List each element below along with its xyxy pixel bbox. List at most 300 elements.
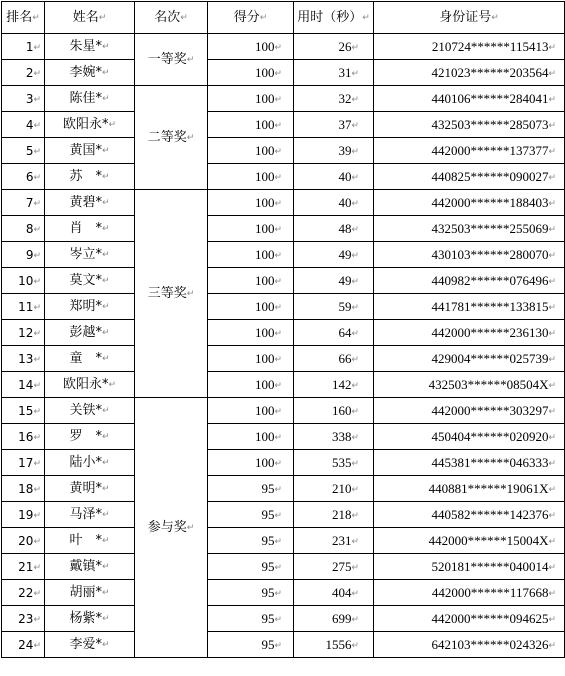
paragraph-mark-icon: ↵: [274, 68, 282, 78]
paragraph-mark-icon: ↵: [351, 458, 359, 468]
table-row: [2, 268, 565, 294]
score-cell-text: 100: [254, 403, 275, 418]
time-cell-text: 66: [338, 351, 352, 366]
paragraph-mark-icon: ↵: [351, 94, 359, 104]
name-cell-text: 杨紫*: [69, 611, 102, 626]
paragraph-mark-icon: ↵: [274, 302, 282, 312]
id-cell: [374, 346, 565, 372]
rank-cell: [2, 138, 45, 164]
score-cell-text: 95: [261, 533, 275, 548]
rank-cell-text: 22: [18, 585, 34, 600]
paragraph-mark-icon: ↵: [548, 406, 556, 416]
score-cell: [208, 398, 294, 424]
paragraph-mark-icon: ↵: [186, 289, 195, 299]
paragraph-mark-icon: ↵: [548, 614, 556, 624]
rank-cell: [2, 398, 45, 424]
name-cell: [45, 320, 135, 346]
score-cell-text: 100: [254, 247, 275, 262]
table-body: [2, 34, 565, 658]
score-cell: [208, 502, 294, 528]
name-cell: [45, 60, 135, 86]
name-cell: [45, 476, 135, 502]
name-cell: [45, 450, 135, 476]
rank-cell-text: 4: [25, 117, 34, 132]
name-cell-text: 欧阳永*: [62, 377, 109, 392]
rank-cell-text: 24: [18, 637, 34, 652]
rank-cell: [2, 112, 45, 138]
paragraph-mark-icon: ↵: [33, 562, 41, 573]
paragraph-mark-icon: ↵: [101, 198, 110, 208]
award-cell: [135, 34, 208, 86]
paragraph-mark-icon: ↵: [33, 432, 41, 443]
time-cell: [294, 502, 374, 528]
name-cell: [45, 632, 135, 658]
paragraph-mark-icon: ↵: [186, 55, 195, 65]
paragraph-mark-icon: ↵: [274, 562, 282, 572]
id-cell-text: 432503******08504X: [428, 377, 549, 392]
time-cell: [294, 606, 374, 632]
time-cell: [294, 450, 374, 476]
paragraph-mark-icon: ↵: [274, 42, 282, 52]
id-cell: [374, 372, 565, 398]
table-row: [2, 34, 565, 60]
paragraph-mark-icon: ↵: [101, 432, 110, 442]
paragraph-mark-icon: ↵: [274, 640, 282, 650]
paragraph-mark-icon: ↵: [351, 172, 359, 182]
paragraph-mark-icon: ↵: [548, 432, 556, 442]
rank-cell-text: 21: [18, 559, 34, 574]
id-cell: [374, 606, 565, 632]
score-cell-text: 100: [254, 117, 275, 132]
paragraph-mark-icon: ↵: [548, 354, 556, 364]
paragraph-mark-icon: ↵: [101, 588, 110, 598]
time-cell: [294, 580, 374, 606]
score-cell: [208, 450, 294, 476]
table-row: [2, 60, 565, 86]
rank-cell-text: 15: [18, 403, 34, 418]
paragraph-mark-icon: ↵: [351, 120, 359, 130]
score-cell: [208, 528, 294, 554]
rank-cell-text: 6: [25, 169, 34, 184]
table-row: [2, 320, 565, 346]
paragraph-mark-icon: ↵: [351, 276, 359, 286]
time-cell: [294, 34, 374, 60]
time-cell-text: 210: [331, 481, 352, 496]
score-cell: [208, 346, 294, 372]
rank-cell-text: 3: [25, 91, 34, 106]
table-row: [2, 190, 565, 216]
paragraph-mark-icon: ↵: [33, 224, 41, 235]
paragraph-mark-icon: ↵: [548, 42, 556, 52]
time-cell-text: 338: [331, 429, 352, 444]
name-cell-text: 胡丽*: [69, 585, 102, 600]
header-rank: 排名↵: [2, 2, 45, 34]
paragraph-mark-icon: ↵: [33, 328, 41, 339]
name-cell: [45, 372, 135, 398]
name-cell: [45, 138, 135, 164]
time-cell: [294, 372, 374, 398]
paragraph-mark-icon: ↵: [351, 484, 359, 494]
table-row: [2, 528, 565, 554]
name-cell: [45, 554, 135, 580]
header-row: [2, 2, 565, 34]
time-cell-text: 275: [331, 559, 352, 574]
name-cell-text: 叶 *: [69, 533, 102, 548]
paragraph-mark-icon: ↵: [548, 120, 556, 130]
score-cell-text: 100: [254, 273, 275, 288]
score-cell-text: 95: [261, 637, 275, 652]
score-cell-text: 100: [254, 325, 275, 340]
time-cell-text: 49: [338, 247, 352, 262]
score-cell: [208, 86, 294, 112]
name-cell: [45, 268, 135, 294]
paragraph-mark-icon: ↵: [33, 380, 41, 391]
paragraph-mark-icon: ↵: [274, 484, 282, 494]
table-row: [2, 554, 565, 580]
id-cell-text: 432503******285073: [431, 117, 549, 132]
paragraph-mark-icon: ↵: [33, 354, 41, 365]
table-row: [2, 502, 565, 528]
id-cell: [374, 554, 565, 580]
rank-cell: [2, 476, 45, 502]
score-cell-text: 95: [261, 585, 275, 600]
paragraph-mark-icon: ↵: [351, 380, 359, 390]
id-cell: [374, 294, 565, 320]
paragraph-mark-icon: ↵: [351, 198, 359, 208]
name-cell: [45, 580, 135, 606]
id-cell-text: 442000******236130: [431, 325, 549, 340]
name-cell-text: 苏 *: [69, 169, 102, 184]
table-row: [2, 216, 565, 242]
rank-cell: [2, 580, 45, 606]
name-cell-text: 郑明*: [69, 299, 102, 314]
time-cell-text: 39: [338, 143, 352, 158]
time-cell-text: 31: [338, 65, 352, 80]
rank-cell-text: 11: [18, 299, 34, 314]
score-cell-text: 95: [261, 611, 275, 626]
time-cell-text: 26: [338, 39, 352, 54]
id-cell: [374, 60, 565, 86]
time-cell: [294, 424, 374, 450]
time-cell: [294, 268, 374, 294]
rank-cell: [2, 86, 45, 112]
id-cell-text: 440582******142376: [431, 507, 549, 522]
paragraph-mark-icon: ↵: [274, 172, 282, 182]
time-cell-text: 40: [338, 195, 352, 210]
id-cell-text: 440881******19061X: [428, 481, 549, 496]
paragraph-mark-icon: ↵: [33, 510, 41, 521]
id-cell-text: 440106******284041: [431, 91, 549, 106]
time-cell: [294, 294, 374, 320]
name-cell-text: 莫文*: [69, 273, 102, 288]
table-header: [2, 2, 565, 34]
time-cell-text: 48: [338, 221, 352, 236]
time-cell: [294, 216, 374, 242]
paragraph-mark-icon: ↵: [274, 276, 282, 286]
name-cell-text: 李婉*: [69, 65, 102, 80]
header-time: 用时（秒）↵: [294, 2, 374, 34]
score-cell: [208, 580, 294, 606]
score-cell: [208, 138, 294, 164]
rank-cell: [2, 346, 45, 372]
rank-cell-text: 18: [18, 481, 34, 496]
rank-cell: [2, 60, 45, 86]
paragraph-mark-icon: ↵: [548, 484, 556, 494]
paragraph-mark-icon: ↵: [274, 94, 282, 104]
time-cell-text: 160: [331, 403, 352, 418]
name-cell: [45, 242, 135, 268]
score-cell: [208, 294, 294, 320]
paragraph-mark-icon: ↵: [274, 432, 282, 442]
rank-cell-text: 2: [25, 65, 34, 80]
name-cell-text: 彭越*: [69, 325, 102, 340]
rank-cell: [2, 268, 45, 294]
paragraph-mark-icon: ↵: [274, 354, 282, 364]
rank-cell-text: 19: [18, 507, 34, 522]
score-cell: [208, 476, 294, 502]
paragraph-mark-icon: ↵: [351, 354, 359, 364]
paragraph-mark-icon: ↵: [548, 328, 556, 338]
paragraph-mark-icon: ↵: [33, 146, 41, 157]
rank-cell-text: 23: [18, 611, 34, 626]
score-cell-text: 100: [254, 351, 275, 366]
paragraph-mark-icon: ↵: [108, 380, 117, 390]
paragraph-mark-icon: ↵: [274, 328, 282, 338]
score-cell: [208, 242, 294, 268]
ranking-table: [1, 1, 565, 658]
name-cell: [45, 294, 135, 320]
rank-cell: [2, 190, 45, 216]
name-cell: [45, 502, 135, 528]
paragraph-mark-icon: ↵: [351, 42, 359, 52]
time-cell: [294, 60, 374, 86]
id-cell: [374, 242, 565, 268]
table-row: [2, 372, 565, 398]
rank-cell-text: 8: [25, 221, 34, 236]
score-cell-text: 100: [254, 221, 275, 236]
paragraph-mark-icon: ↵: [548, 146, 556, 156]
score-cell-text: 100: [254, 195, 275, 210]
paragraph-mark-icon: ↵: [33, 120, 41, 131]
time-cell-text: 59: [338, 299, 352, 314]
paragraph-mark-icon: ↵: [101, 250, 110, 260]
id-cell: [374, 450, 565, 476]
time-cell: [294, 398, 374, 424]
paragraph-mark-icon: ↵: [548, 536, 556, 546]
paragraph-mark-icon: ↵: [101, 146, 110, 156]
id-cell: [374, 190, 565, 216]
paragraph-mark-icon: ↵: [101, 354, 110, 364]
paragraph-mark-icon: ↵: [548, 224, 556, 234]
id-cell-text: 430103******280070: [431, 247, 549, 262]
rank-cell-text: 12: [18, 325, 34, 340]
table-row: [2, 346, 565, 372]
paragraph-mark-icon: ↵: [101, 94, 110, 104]
name-cell-text: 童 *: [69, 351, 102, 366]
score-cell-text: 100: [254, 299, 275, 314]
id-cell-text: 432503******255069: [431, 221, 549, 236]
paragraph-mark-icon: ↵: [548, 302, 556, 312]
score-cell: [208, 632, 294, 658]
score-cell-text: 95: [261, 481, 275, 496]
id-cell-text: 429004******025739: [431, 351, 549, 366]
paragraph-mark-icon: ↵: [274, 614, 282, 624]
score-cell: [208, 164, 294, 190]
name-cell-text: 黄碧*: [69, 195, 102, 210]
paragraph-mark-icon: ↵: [351, 250, 359, 260]
id-cell: [374, 632, 565, 658]
paragraph-mark-icon: ↵: [351, 406, 359, 416]
paragraph-mark-icon: ↵: [351, 328, 359, 338]
rank-cell-text: 7: [25, 195, 34, 210]
score-cell: [208, 606, 294, 632]
paragraph-mark-icon: ↵: [274, 406, 282, 416]
id-cell-text: 442000******188403: [431, 195, 549, 210]
name-cell: [45, 398, 135, 424]
rank-cell-text: 16: [18, 429, 34, 444]
time-cell-text: 218: [331, 507, 352, 522]
score-cell: [208, 60, 294, 86]
rank-cell: [2, 242, 45, 268]
paragraph-mark-icon: ↵: [351, 432, 359, 442]
id-cell: [374, 112, 565, 138]
name-cell: [45, 606, 135, 632]
paragraph-mark-icon: ↵: [351, 536, 359, 546]
time-cell: [294, 632, 374, 658]
score-cell-text: 100: [254, 39, 275, 54]
score-cell: [208, 424, 294, 450]
award-cell: [135, 190, 208, 398]
rank-cell-text: 1: [25, 39, 34, 54]
paragraph-mark-icon: ↵: [33, 198, 41, 209]
id-cell: [374, 164, 565, 190]
time-cell: [294, 476, 374, 502]
time-cell-text: 535: [331, 455, 352, 470]
paragraph-mark-icon: ↵: [548, 94, 556, 104]
id-cell-text: 442000******137377: [431, 143, 549, 158]
id-cell-text: 210724******115413: [431, 39, 549, 54]
paragraph-mark-icon: ↵: [108, 120, 117, 130]
paragraph-mark-icon: ↵: [33, 458, 41, 469]
table-row: [2, 580, 565, 606]
rank-cell: [2, 372, 45, 398]
id-cell-text: 441781******133815: [431, 299, 549, 314]
name-cell-text: 戴镇*: [69, 559, 102, 574]
paragraph-mark-icon: ↵: [101, 614, 110, 624]
time-cell-text: 64: [338, 325, 352, 340]
time-cell-text: 142: [331, 377, 352, 392]
name-cell: [45, 424, 135, 450]
id-cell: [374, 502, 565, 528]
award-cell-text: 三等奖: [147, 286, 187, 301]
paragraph-mark-icon: ↵: [101, 172, 110, 182]
table-row: [2, 112, 565, 138]
table-row: [2, 606, 565, 632]
paragraph-mark-icon: ↵: [351, 562, 359, 572]
paragraph-mark-icon: ↵: [101, 536, 110, 546]
score-cell: [208, 320, 294, 346]
paragraph-mark-icon: ↵: [274, 120, 282, 130]
paragraph-mark-icon: ↵: [548, 250, 556, 260]
table-row: [2, 476, 565, 502]
score-cell: [208, 268, 294, 294]
paragraph-mark-icon: ↵: [548, 588, 556, 598]
id-cell: [374, 398, 565, 424]
name-cell-text: 欧阳永*: [62, 117, 109, 132]
paragraph-mark-icon: ↵: [186, 133, 195, 143]
score-cell-text: 95: [261, 507, 275, 522]
id-cell: [374, 216, 565, 242]
score-cell: [208, 34, 294, 60]
table-row: [2, 450, 565, 476]
award-cell-text: 一等奖: [147, 52, 187, 67]
score-cell-text: 100: [254, 169, 275, 184]
time-cell: [294, 190, 374, 216]
table-row: [2, 86, 565, 112]
id-cell-text: 442000******117668: [431, 585, 549, 600]
name-cell: [45, 216, 135, 242]
rank-cell: [2, 632, 45, 658]
rank-cell-text: 20: [18, 533, 34, 548]
paragraph-mark-icon: ↵: [33, 588, 41, 599]
time-cell: [294, 112, 374, 138]
name-cell-text: 黄明*: [69, 481, 102, 496]
time-cell: [294, 528, 374, 554]
name-cell-text: 李爱*: [69, 637, 102, 652]
table-row: [2, 632, 565, 658]
rank-cell-text: 5: [25, 143, 34, 158]
paragraph-mark-icon: ↵: [33, 536, 41, 547]
paragraph-mark-icon: ↵: [351, 510, 359, 520]
paragraph-mark-icon: ↵: [351, 640, 359, 650]
rank-cell: [2, 554, 45, 580]
time-cell-text: 404: [331, 585, 352, 600]
name-cell: [45, 346, 135, 372]
rank-cell: [2, 34, 45, 60]
paragraph-mark-icon: ↵: [33, 276, 41, 287]
time-cell-text: 40: [338, 169, 352, 184]
paragraph-mark-icon: ↵: [351, 224, 359, 234]
table-row: [2, 138, 565, 164]
name-cell-text: 关铁*: [69, 403, 102, 418]
id-cell: [374, 424, 565, 450]
score-cell: [208, 372, 294, 398]
paragraph-mark-icon: ↵: [33, 406, 41, 417]
rank-cell: [2, 606, 45, 632]
id-cell-text: 442000******303297: [431, 403, 549, 418]
rank-cell: [2, 424, 45, 450]
name-cell-text: 朱星*: [69, 39, 102, 54]
id-cell: [374, 528, 565, 554]
paragraph-mark-icon: ↵: [33, 484, 41, 495]
paragraph-mark-icon: ↵: [101, 328, 110, 338]
score-cell-text: 100: [254, 377, 275, 392]
id-cell: [374, 86, 565, 112]
score-cell-text: 100: [254, 65, 275, 80]
score-cell-text: 100: [254, 455, 275, 470]
id-cell: [374, 476, 565, 502]
id-cell-text: 442000******15004X: [428, 533, 549, 548]
score-cell-text: 100: [254, 91, 275, 106]
paragraph-mark-icon: ↵: [351, 146, 359, 156]
rank-cell: [2, 294, 45, 320]
award-cell-text: 参与奖: [147, 520, 187, 535]
paragraph-mark-icon: ↵: [274, 380, 282, 390]
paragraph-mark-icon: ↵: [101, 302, 110, 312]
score-cell-text: 100: [254, 429, 275, 444]
time-cell: [294, 242, 374, 268]
id-cell-text: 520181******040014: [431, 559, 549, 574]
